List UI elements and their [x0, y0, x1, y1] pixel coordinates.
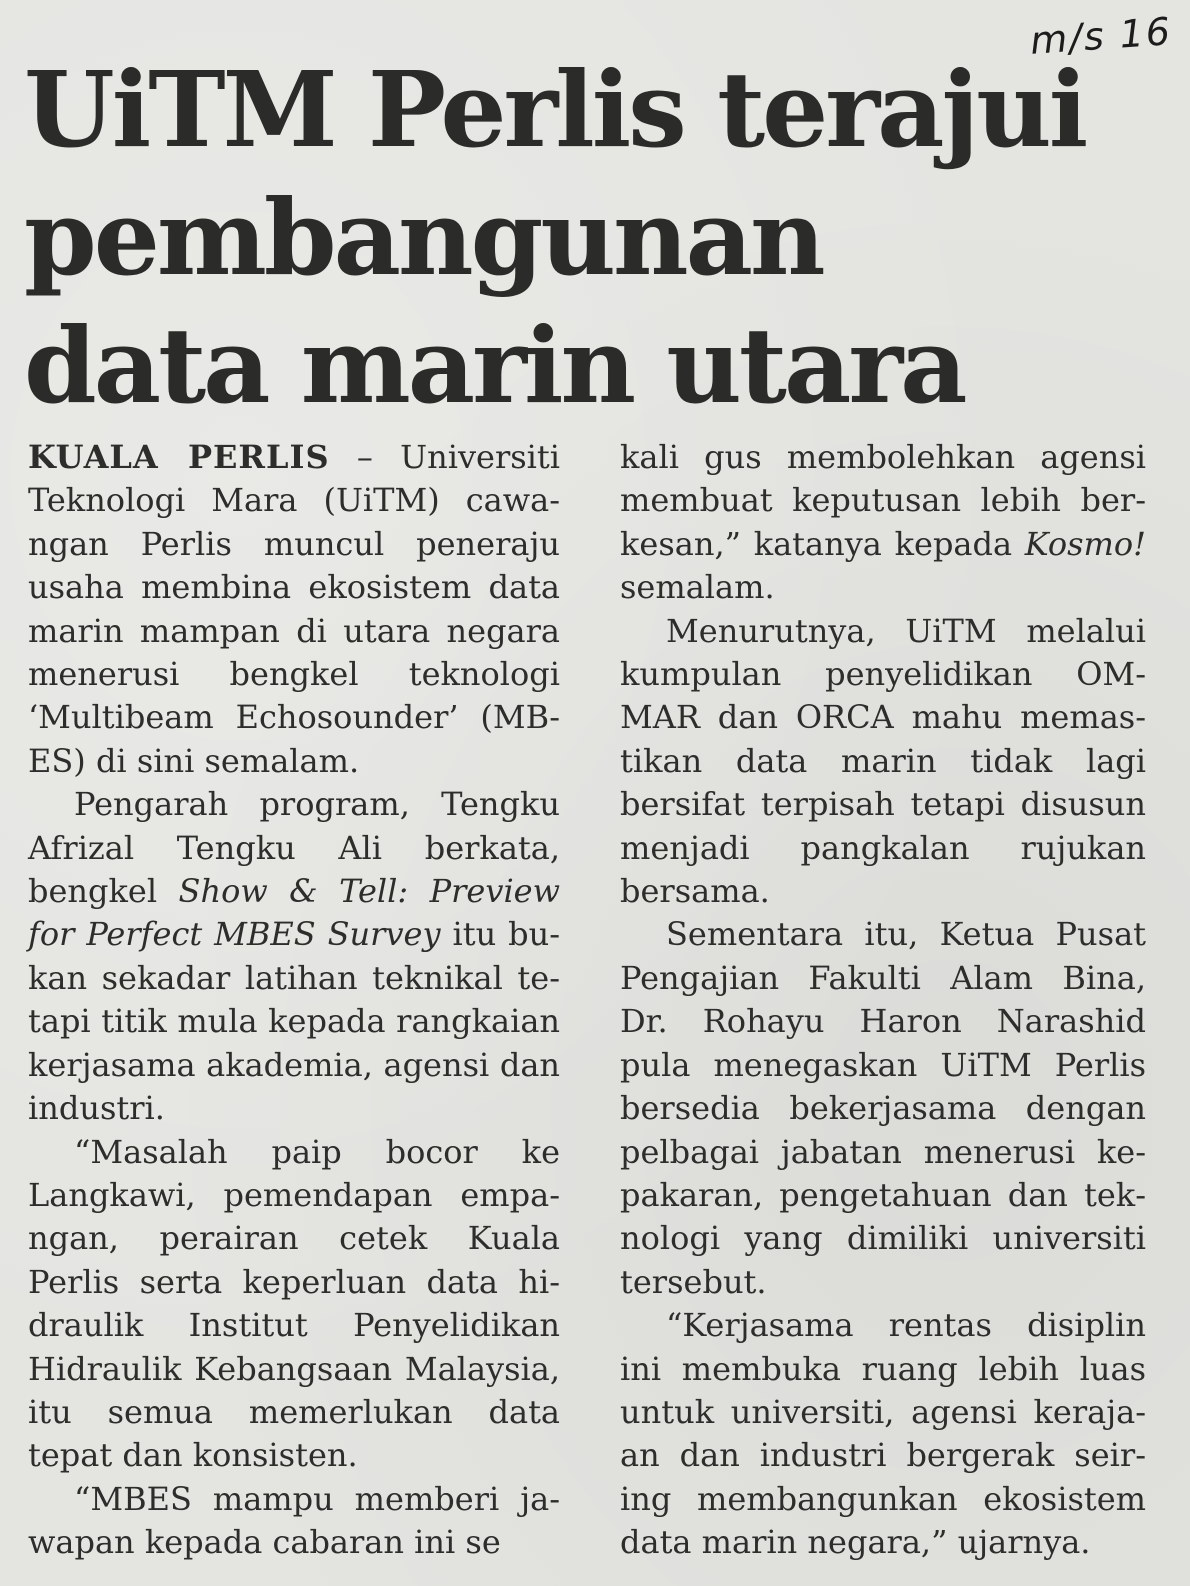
lead-text: – Universiti Teknologi Mara (UiTM) cawangan Perlis muncul peneraju usaha membina ekosistem data marin mampan di utara negara menerusi bengkel teknologi ‘Multibeam Echosounder’ (MBES) di sini semalam. [28, 438, 561, 780]
article-column-right [620, 436, 1146, 1565]
paragraph-lead [28, 436, 560, 783]
workshop-title: Show & Tell: Preview for Perfect MBES Survey [28, 872, 561, 954]
paragraph: Sementara itu, Ketua Pusat Pengajian Fakulti Alam Bina, Dr. Rohayu Haron Narashid pula menegaskan UiTM Perlis bersedia bekerjasama dengan pelbagai jabatan menerusi kepakaran, pengetahuan dan teknologi yang dimiliki universiti tersebut. [620, 915, 1146, 1301]
paragraph-quote: “Masalah paip bocor ke Langkawi, pemendapan empangan, perairan cetek Kuala Perlis serta keperluan data hidraulik Institut Penyelidikan Hidraulik Kebangsaan Malaysia, itu semua memerlukan data tepat dan konsisten. [28, 1132, 560, 1475]
paragraph-quote: “Kerjasama rentas disiplin ini membuka ruang lebih luas untuk universiti, agensi kerajaan dan industri bergerak seiring membangunkan ekosistem data marin negara,” ujarnya. [620, 1306, 1146, 1562]
paragraph-quote: “MBES mampu memberi jawapan kepada cabaran ini se [28, 1479, 560, 1562]
newspaper-name: Kosmo! [1024, 524, 1146, 563]
dateline: KUALA PERLIS [28, 438, 330, 476]
headline-line-2: pembangunan [24, 176, 823, 299]
paragraph-text: semalam. [620, 568, 775, 607]
paragraph [28, 783, 560, 1130]
paragraph-text: Pengarah program, Tengku Afrizal Tengku Ali berkata, bengkel [28, 785, 560, 911]
paragraph: Menurutnya, UiTM melalui kumpulan penyelidikan OMMAR dan ORCA mahu memastikan data marin tidak lagi bersifat terpisah tetapi disusun menjadi pangkalan rujukan bersama. [620, 611, 1146, 911]
article-column-left [28, 436, 560, 1565]
headline-line-3: data marin utara [24, 304, 965, 427]
handwritten-page-note: m/s 16 [1028, 9, 1174, 63]
headline-line-1: UiTM Perlis terajui [24, 48, 1086, 171]
headline [24, 46, 1086, 430]
paragraph-continued [620, 436, 1146, 610]
paragraph-text: kali gus membolehkan agensi membuat keputusan lebih berkesan,” katanya kepada [620, 438, 1146, 563]
paragraph-text: itu bukan sekadar latihan teknikal tetapi titik mula kepada rangkaian kerjasama akademia, agensi dan industri. [28, 915, 560, 1128]
